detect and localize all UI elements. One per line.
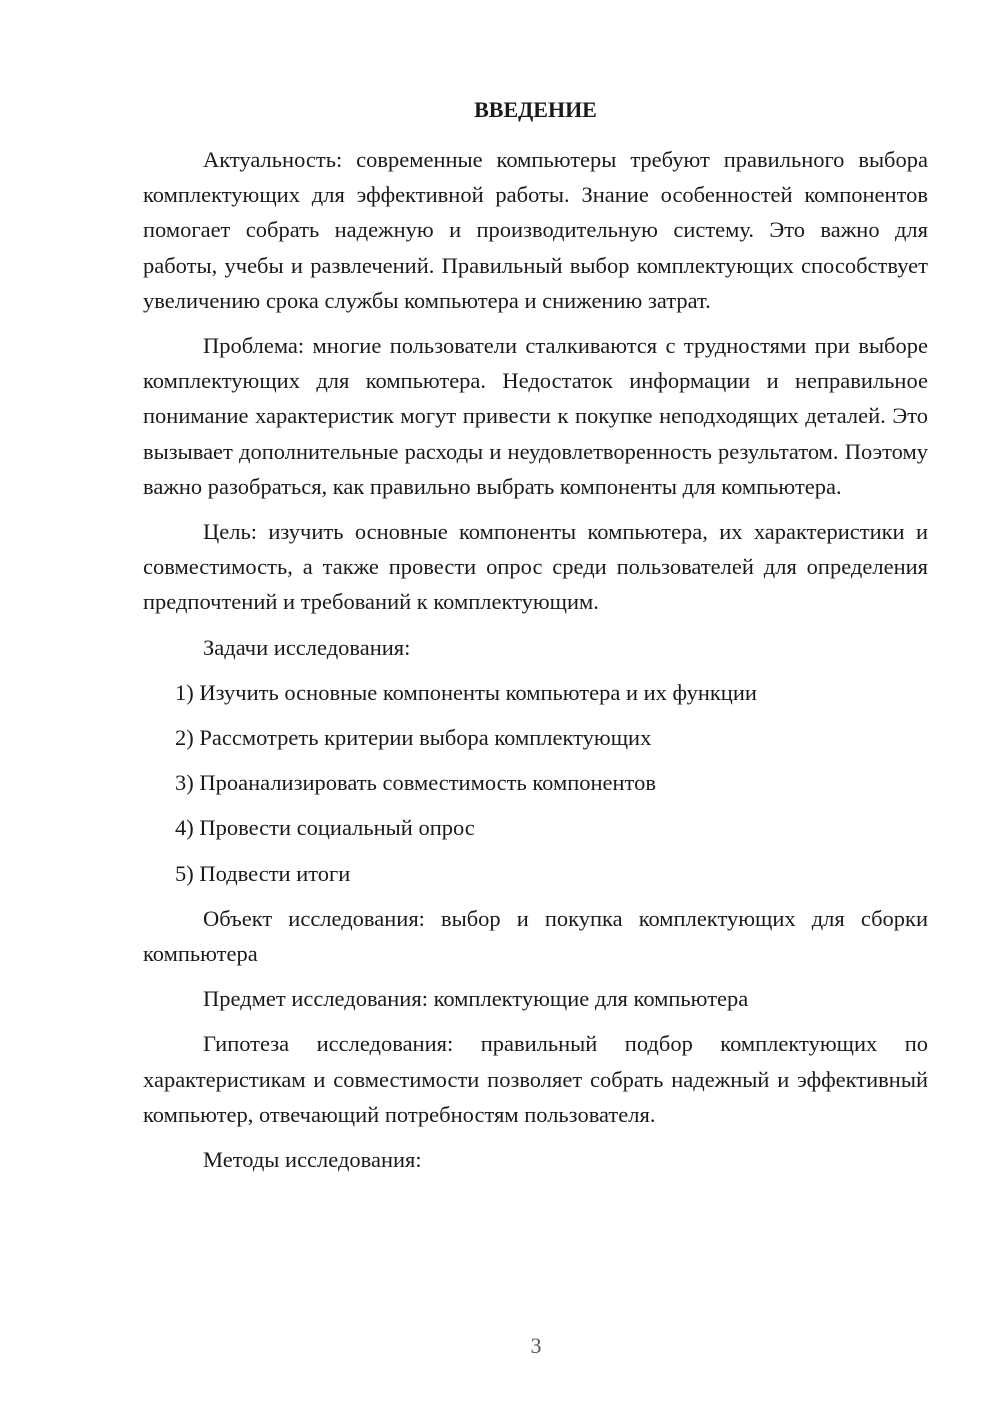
tasks-list — [143, 675, 928, 891]
page-number: 3 — [530, 1333, 542, 1358]
goal-paragraph: Цель: изучить основные компоненты компьютера, их характеристики и совместимость, а также провести опрос среди пользователей для определения предпочтений и требований к комплектующим. — [143, 519, 928, 615]
tasks-heading: Задачи исследования: — [203, 634, 411, 660]
task-item-1: 1) Изучить основные компоненты компьютера и их функции — [175, 679, 757, 705]
task-item-5: 5) Подвести итоги — [175, 860, 351, 886]
task-item-4: 4) Провести социальный опрос — [175, 815, 475, 841]
methods-heading: Методы исследования: — [203, 1147, 422, 1173]
hypothesis-paragraph: Гипотеза исследования: правильный подбор комплектующих по характеристикам и совместимости позволяет собрать надежный и эффективный компьютер, отвечающий потребностям пользователя. — [143, 1031, 928, 1127]
section-title: ВВЕДЕНИЕ — [474, 97, 597, 122]
task-item-2: 2) Рассмотреть критерии выбора комплектующих — [175, 725, 652, 751]
subject-paragraph: Предмет исследования: комплектующие для компьютера — [203, 986, 749, 1012]
task-item-3: 3) Проанализировать совместимость компонентов — [175, 770, 656, 796]
problem-paragraph: Проблема: многие пользователи сталкиваются с трудностями при выборе комплектующих для компьютера. Недостаток информации и неправильное понимание характеристик могут привести к покупке неподходящих деталей. Это вызывает дополнительные расходы и неудовлетворенность результатом. Поэтому важно разобраться, как правильно выбрать компоненты для компьютера. — [143, 333, 928, 499]
relevance-paragraph: Актуальность: современные компьютеры требуют правильного выбора комплектующих для эффективной работы. Знание особенностей компонентов помогает собрать надежную и производительную систему. Это важно для работы, учебы и развлечений. Правильный выбор комплектующих способствует увеличению срока службы компьютера и снижению затрат. — [143, 147, 928, 313]
document-page — [143, 95, 928, 1187]
object-paragraph: Объект исследования: выбор и покупка комплектующих для сборки компьютера — [143, 905, 928, 967]
